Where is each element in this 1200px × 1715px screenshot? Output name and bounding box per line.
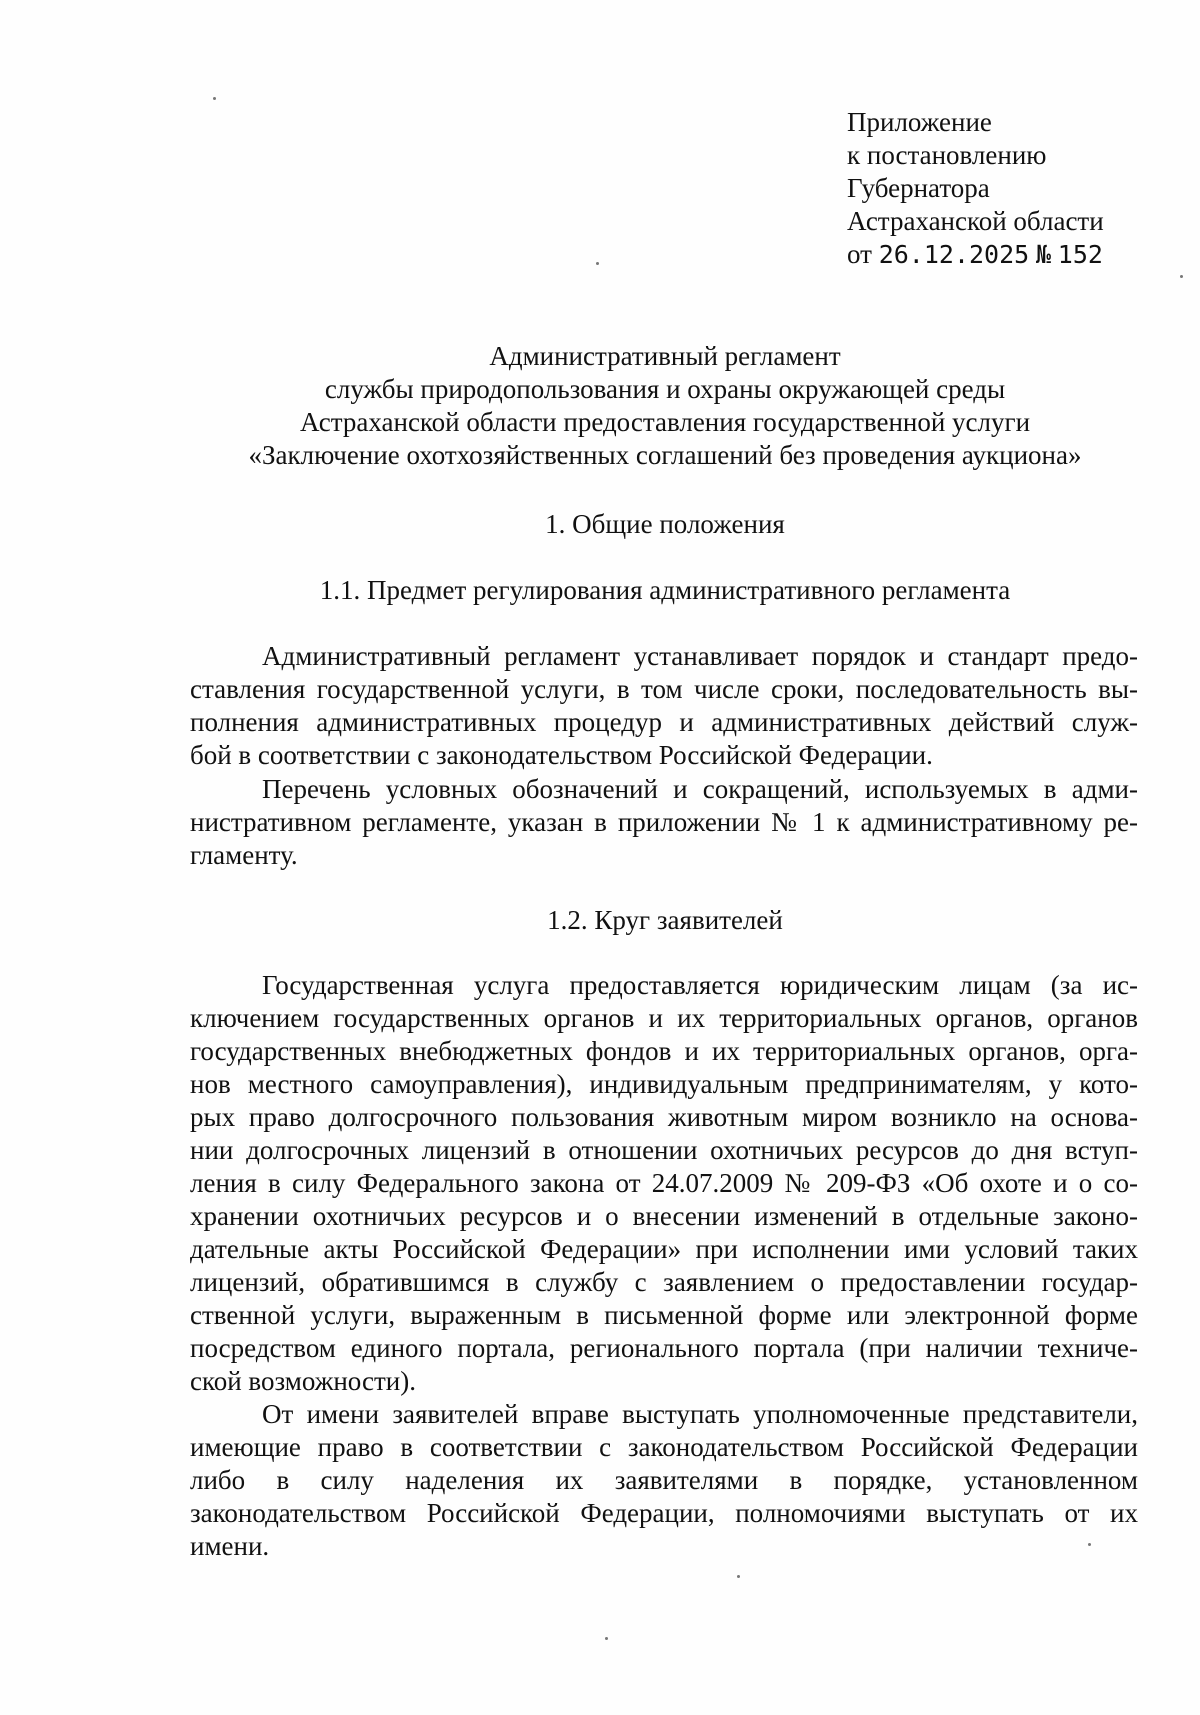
appendix-line: Губернатора: [847, 173, 990, 203]
paragraph-line: лицензий, обратившимся в службу с заявлением о предоставлении государ-: [190, 1267, 1138, 1297]
paragraph-line: ственной услуги, выраженным в письменной форме или электронной форме: [190, 1300, 1138, 1330]
paragraph: [190, 1398, 1138, 1563]
section-heading: 1. Общие положения: [545, 509, 785, 539]
number-sign: №: [1035, 240, 1052, 269]
document-title: [190, 340, 1140, 472]
paragraph-line: гламенту.: [190, 840, 298, 870]
appendix-block: [847, 106, 1104, 271]
paragraph-line: ставления государственной услуги, в том числе сроки, последовательность вы-: [190, 674, 1138, 704]
paragraph: [190, 640, 1138, 772]
paragraph-line: нов местного самоуправления), индивидуальным предпринимателям, у кото-: [190, 1069, 1138, 1099]
paragraph: [190, 773, 1138, 872]
paragraph-line: государственных внебюджетных фондов и их территориальных органов, орга-: [190, 1036, 1138, 1066]
paragraph-line: Государственная услуга предоставляется юридическим лицам (за ис-: [262, 970, 1138, 1000]
paragraph-line: имеющие право в соответствии с законодательством Российской Федерации: [190, 1432, 1138, 1462]
paragraph-line: полнения административных процедур и административных действий служ-: [190, 707, 1138, 737]
paragraph-line: хранении охотничьих ресурсов и о внесении изменений в отдельные законо-: [190, 1201, 1138, 1231]
title-line: «Заключение охотхозяйственных соглашений без проведения аукциона»: [248, 440, 1082, 470]
decree-number: 152: [1057, 240, 1103, 269]
date-prefix: от: [847, 239, 872, 269]
scan-speck: [213, 97, 216, 100]
paragraph-line: посредством единого портала, регионального портала (при наличии техниче-: [190, 1333, 1138, 1363]
title-line: Административный регламент: [489, 341, 841, 371]
scan-speck: [1180, 275, 1183, 278]
paragraph-line: законодательством Российской Федерации, полномочиями выступать от их: [190, 1498, 1138, 1528]
paragraph-line: Административный регламент устанавливает порядок и стандарт предо-: [262, 641, 1138, 671]
title-line: службы природопользования и охраны окружающей среды: [324, 374, 1006, 404]
scan-speck: [737, 1575, 740, 1578]
scan-speck: [596, 262, 599, 265]
paragraph-line: ской возможности).: [190, 1366, 416, 1396]
scan-speck: [605, 1637, 608, 1640]
subsection-heading: 1.1. Предмет регулирования административного регламента: [319, 575, 1011, 605]
decree-date: 26.12.2025: [878, 240, 1030, 269]
paragraph-line: дательные акты Российской Федерации» при исполнении ими условий таких: [190, 1234, 1138, 1264]
title-line: Астраханской области предоставления государственной услуги: [299, 407, 1031, 437]
paragraph-line: ления в силу Федерального закона от 24.07.2009 № 209-ФЗ «Об охоте и о со-: [190, 1168, 1138, 1198]
paragraph-line: нистративном регламенте, указан в приложении № 1 к административному ре-: [190, 807, 1138, 837]
paragraph: [190, 969, 1138, 1398]
paragraph-line: От имени заявителей вправе выступать уполномоченные представители,: [262, 1399, 1138, 1429]
paragraph-line: бой в соответствии с законодательством Российской Федерации.: [190, 740, 933, 770]
appendix-date-line: [847, 238, 1104, 271]
paragraph-line: ключением государственных органов и их территориальных органов, органов: [190, 1003, 1138, 1033]
paragraph-line: либо в силу наделения их заявителями в порядке, установленном: [190, 1465, 1138, 1495]
appendix-line: Приложение: [847, 107, 992, 137]
paragraph-line: Перечень условных обозначений и сокращений, используемых в адми-: [262, 774, 1138, 804]
appendix-line: к постановлению: [847, 140, 1047, 170]
appendix-line: Астраханской области: [847, 206, 1104, 236]
paragraph-line: имени.: [190, 1531, 270, 1561]
subsection-heading: 1.2. Круг заявителей: [547, 905, 783, 935]
paragraph-line: рых право долгосрочного пользования животным миром возникло на основа-: [190, 1102, 1138, 1132]
paragraph-line: нии долгосрочных лицензий в отношении охотничьих ресурсов до дня вступ-: [190, 1135, 1138, 1165]
